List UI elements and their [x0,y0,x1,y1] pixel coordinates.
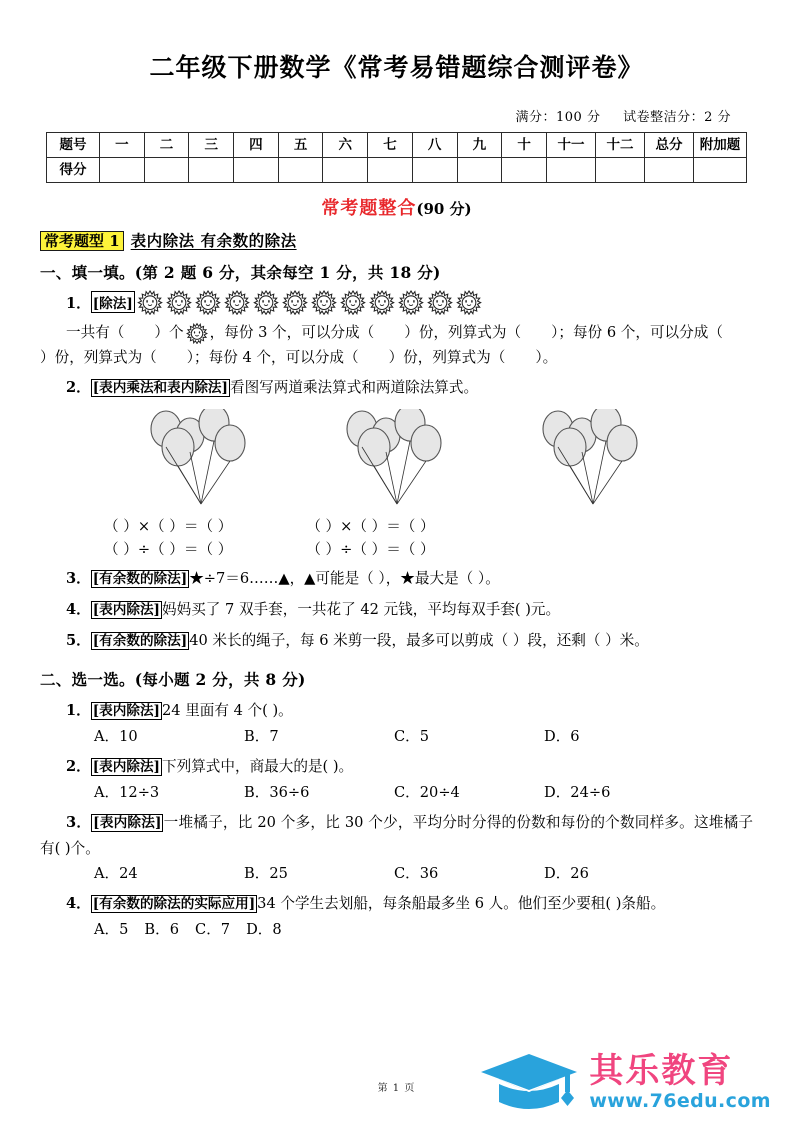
choice-q1-text: 24 里面有 4 个( )。 [162,702,293,719]
question-4-tag: [表内除法] [92,602,160,618]
choice-q3-text: 一堆橘子，比 20 个多，比 30 个少，平均分时分得的份数和每份的个数同样多。这堆橘子有( )个。 [40,814,753,857]
question-type-topic: 表内除法 有余数的除法 [130,231,297,250]
q1-text-h: ）份，列算式为（ [388,349,506,366]
row-label-question-number: 题号 [47,133,100,158]
question-5 [40,628,753,654]
section-two-heading: 二、选一选。(每小题 2 分，共 8 分) [40,670,306,689]
section-one-heading: 一、填一填。(第 2 题 6 分，其余每空 1 分，共 18 分) [40,263,441,282]
q1-text-d: ）份，列算式为（ [404,324,522,341]
question-2-text: 看图写两道乘法算式和两道除法算式。 [229,379,479,396]
choice-q4-option-b[interactable]: B．6 [144,921,180,938]
red-section-heading [40,194,753,220]
choice-q4-tag: [有余数的除法的实际应用] [92,896,256,912]
table-row-question-numbers [47,133,747,158]
choice-q3-option-a[interactable]: A．24 [94,865,138,882]
question-3-number: 3． [66,570,91,587]
q1-text-i: ）。 [535,349,558,366]
question-3-tag: [有余数的除法] [92,571,188,587]
page-number-footer: 第 1 页 [377,1083,416,1094]
choice-q2-option-c[interactable]: C．20÷4 [394,784,460,801]
watermark-logo [477,1048,771,1116]
choice-q2-text: 下列算式中，商最大的是( )。 [162,758,354,775]
col-header-4: 四 [234,133,279,158]
score-cell-12[interactable] [596,158,645,183]
question-1-tag: [除法] [91,291,135,313]
choice-q3-option-c[interactable]: C．36 [394,865,439,882]
equation-mul-left[interactable]: （ ）×（ ）＝（ ） [104,518,233,535]
equation-row-division [104,538,753,561]
choice-q4-number: 4． [66,895,91,912]
score-cell-9[interactable] [457,158,502,183]
choice-q2-option-a[interactable]: A．12÷3 [94,784,160,801]
q1-text-g: ）；每份 4 个，可以分成（ [186,349,359,366]
balloon-cluster-icon [142,409,260,509]
q1-text-b: ）个 [154,324,184,341]
q1-text-a: 一共有（ [66,324,125,341]
question-3-text: ★÷7＝6……▲，▲可能是（ ），★最大是（ ）。 [189,570,500,587]
graduation-cap-icon [477,1048,581,1116]
choice-q2-number: 2． [66,758,91,775]
choice-q3-option-b[interactable]: B．25 [244,865,288,882]
choice-q4-text: 34 个学生去划船，每条船最多坐 6 人。他们至少要租( )条船。 [257,895,666,912]
sun-icon [195,289,221,315]
score-cell-4[interactable] [234,158,279,183]
choice-q1-number: 1． [66,702,91,719]
choice-q2-options [40,781,753,805]
score-table [46,132,747,183]
question-1-body [40,320,753,370]
col-header-11: 十一 [547,133,596,158]
choice-q1-tag: [表内除法] [92,703,160,719]
score-cell-bonus[interactable] [694,158,747,183]
col-header-10: 十 [502,133,547,158]
col-header-2: 二 [144,133,189,158]
table-row-scores [47,158,747,183]
score-cell-11[interactable] [547,158,596,183]
choice-q2-option-b[interactable]: B．36÷6 [244,784,310,801]
col-header-6: 六 [323,133,368,158]
question-5-text: 40 米长的绳子，每 6 米剪一段，最多可以剪成（ ）段，还剩（ ）米。 [189,632,649,649]
sun-icon [186,322,208,344]
choice-question-1 [40,698,753,724]
question-2-tag: [表内乘法和表内除法] [92,380,228,396]
red-heading-points: (90 分) [416,200,472,218]
q1-text-c: ，每份 3 个，可以分成（ [209,324,375,341]
equation-answer-block [40,515,753,561]
equation-div-left[interactable]: （ ）÷（ ）＝（ ） [104,541,233,558]
score-cell-2[interactable] [144,158,189,183]
sun-icon [166,289,192,315]
choice-q3-options [40,862,753,886]
choice-q4-option-a[interactable]: A．5 [94,921,129,938]
watermark-url: www.76edu.com [589,1089,771,1112]
col-header-7: 七 [368,133,413,158]
choice-question-2 [40,754,753,780]
choice-q1-option-d[interactable]: D．6 [544,728,580,745]
equation-row-multiplication [104,515,753,538]
choice-q2-option-d[interactable]: D．24÷6 [544,784,611,801]
q1-text-f: ）份，列算式为（ [40,349,157,366]
choice-q2-tag: [表内除法] [92,759,160,775]
red-heading-text: 常考题整合 [321,198,417,219]
equation-div-right[interactable]: （ ）÷（ ）＝（ ） [306,541,435,558]
sun-icon [456,289,482,315]
equation-mul-right[interactable]: （ ）×（ ）＝（ ） [306,518,435,535]
question-4-text: 妈妈买了 7 双手套，一共花了 42 元钱，平均每双手套( )元。 [162,601,561,618]
choice-q3-number: 3． [66,814,92,831]
score-cell-6[interactable] [323,158,368,183]
score-cell-5[interactable] [278,158,323,183]
score-cell-10[interactable] [502,158,547,183]
score-cell-8[interactable] [412,158,457,183]
balloon-cluster-icon [534,409,652,509]
choice-q1-options [40,725,753,749]
sun-icon [137,289,163,315]
sun-icon [398,289,424,315]
question-4 [40,597,753,623]
sun-icon [253,289,279,315]
col-header-12: 十二 [596,133,645,158]
choice-q4-options [40,918,753,942]
col-header-5: 五 [278,133,323,158]
question-4-number: 4． [66,601,91,618]
choice-q3-tag: [表内除法] [93,815,162,831]
q1-text-e: ）；每份 6 个，可以分成（ [551,324,723,341]
question-type-banner [40,229,753,251]
row-label-score: 得分 [47,158,100,183]
score-info-line [40,106,753,125]
col-header-3: 三 [189,133,234,158]
choice-question-3 [40,810,753,861]
watermark-brand-name: 其乐教育 [589,1050,734,1091]
watermark-text-block [589,1050,771,1112]
sun-icon [427,289,453,315]
sun-icon [340,289,366,315]
question-5-tag: [有余数的除法] [92,633,188,649]
sun-icon [282,289,308,315]
balloon-illustration [40,409,753,509]
question-5-number: 5． [66,632,91,649]
sun-icon [369,289,395,315]
score-cell-3[interactable] [189,158,234,183]
col-header-8: 八 [412,133,457,158]
score-table-container [40,132,753,183]
choice-q4-option-c[interactable]: C．7 [195,921,231,938]
question-2-number: 2． [66,379,91,396]
sun-icon-row [137,289,482,315]
sun-icon [224,289,250,315]
question-type-tag: 常考题型 1 [40,231,124,251]
choice-q1-option-a[interactable]: A．10 [94,728,138,745]
page-title: 二年级下册数学《常考易错题综合测评卷》 [149,53,644,82]
choice-q1-option-c[interactable]: C．5 [394,728,430,745]
question-2 [40,375,753,401]
score-cell-7[interactable] [368,158,413,183]
col-header-1: 一 [100,133,145,158]
choice-q3-option-d[interactable]: D．26 [544,865,589,882]
choice-question-4 [40,891,753,917]
question-1-number: 1． [66,294,91,312]
full-score-label: 满分：100 分 [515,110,601,125]
balloon-cluster-icon [338,409,456,509]
col-header-9: 九 [457,133,502,158]
score-cell-total[interactable] [645,158,694,183]
question-3 [40,566,753,592]
score-cell-1[interactable] [100,158,145,183]
choice-q1-option-b[interactable]: B．7 [244,728,279,745]
col-header-bonus: 附加题 [694,133,747,158]
col-header-total: 总分 [645,133,694,158]
question-1-header-row [40,289,753,315]
choice-q4-option-d[interactable]: D．8 [246,921,282,938]
neatness-score-label: 试卷整洁分：2 分 [623,110,731,125]
sun-icon [311,289,337,315]
